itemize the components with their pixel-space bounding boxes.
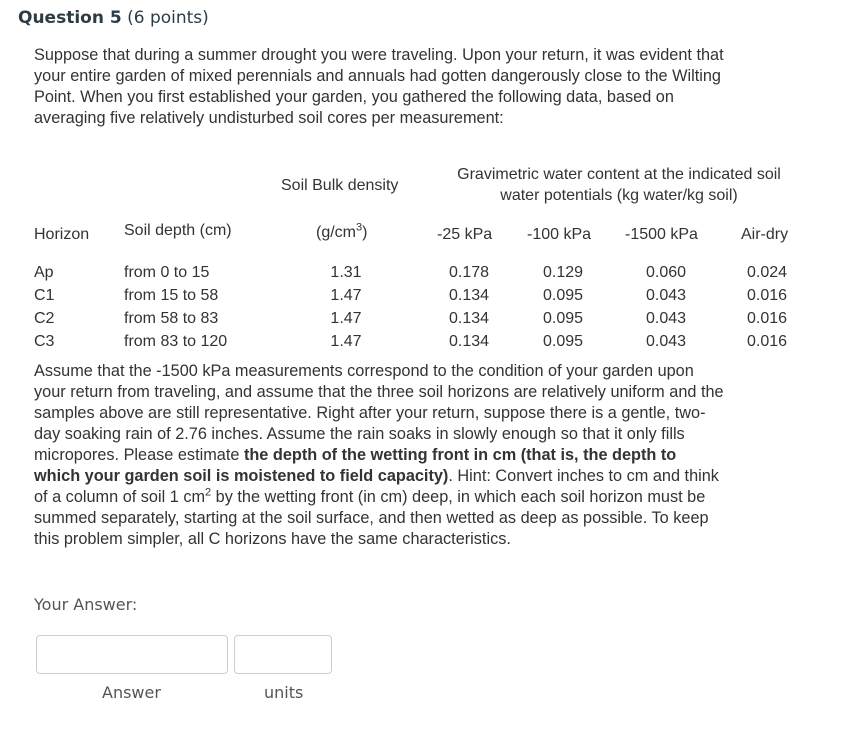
col-1500kpa: -1500 kPa xyxy=(625,226,698,243)
cell-bulk-density: 1.31 xyxy=(330,264,362,281)
cell-depth: from 15 to 58 xyxy=(124,287,219,304)
question-points: (6 points) xyxy=(127,8,209,28)
col-depth: Soil depth (cm) xyxy=(124,222,232,239)
cell-airdry: 0.016 xyxy=(746,333,788,350)
col-airdry: Air-dry xyxy=(741,226,789,243)
question-label: Question 5 xyxy=(18,8,122,28)
cell-1500kpa: 0.043 xyxy=(645,287,687,304)
cell-horizon: C2 xyxy=(34,310,55,327)
cell-horizon: C3 xyxy=(34,333,55,350)
cell-100kpa: 0.095 xyxy=(542,287,584,304)
col-100kpa: -100 kPa xyxy=(527,226,592,243)
gravimetric-header-line2: water potentials (kg water/kg soil) xyxy=(500,187,738,204)
cell-depth: from 58 to 83 xyxy=(124,310,219,327)
cell-1500kpa: 0.060 xyxy=(645,264,687,281)
cell-airdry: 0.016 xyxy=(746,287,788,304)
cell-airdry: 0.024 xyxy=(746,264,788,281)
cell-25kpa: 0.134 xyxy=(448,310,490,327)
gravimetric-header-line1: Gravimetric water content at the indicated soil xyxy=(457,166,781,183)
cell-1500kpa: 0.043 xyxy=(645,333,687,350)
question-intro: Suppose that during a summer drought you were traveling. Upon your return, it was evident that your entire garden of mixed perennials and annuals had gotten dangerously close to the Wilting Point. When you first established your garden, you gathered the following data, based on averaging five relatively undisturbed soil cores per measurement: xyxy=(34,46,724,127)
question-title xyxy=(18,8,209,28)
cell-bulk-density: 1.47 xyxy=(330,287,362,304)
cell-25kpa: 0.134 xyxy=(448,333,490,350)
cell-depth: from 0 to 15 xyxy=(124,264,210,281)
cell-1500kpa: 0.043 xyxy=(645,310,687,327)
question-instructions: Assume that the -1500 kPa measurements correspond to the condition of your garden upon your return from traveling, and assume that the three soil horizons are relatively uniform and the samples above are still representative. Right after your return, suppose there is a gentle, two-day soaking rain of 2.76 inches. Assume the rain soaks in slowly enough so that it only fills micropores. Please estimate the depth of the wetting front in cm (that is, the depth to which your garden soil is moistened to field capacity). Hint: Convert inches to cm and think of a column of soil 1 $cm^2$ by the wetting front (in cm) deep, in which each soil horizon must be summed separately, starting at the soil surface, and then wetted as deep as possible. To keep this problem simpler, all C horizons have the same characteristics. xyxy=(34,362,724,548)
col-25kpa: -25 kPa xyxy=(437,226,493,243)
cell-25kpa: 0.134 xyxy=(448,287,490,304)
bulk-density-header: Soil Bulk density xyxy=(281,177,399,194)
col-horizon: Horizon xyxy=(34,226,90,243)
col-bulk-units: $(g/cm^3)$ xyxy=(316,221,368,241)
units-input[interactable] xyxy=(234,635,332,674)
answer-input[interactable] xyxy=(36,635,228,674)
cell-airdry: 0.016 xyxy=(746,310,788,327)
your-answer-label: Your Answer: xyxy=(34,595,138,614)
cell-100kpa: 0.095 xyxy=(542,333,584,350)
cell-25kpa: 0.178 xyxy=(448,264,490,281)
cell-bulk-density: 1.47 xyxy=(330,333,362,350)
answer-input-label: Answer xyxy=(102,683,161,702)
cell-100kpa: 0.095 xyxy=(542,310,584,327)
cell-depth: from 83 to 120 xyxy=(124,333,228,350)
cell-100kpa: 0.129 xyxy=(542,264,584,281)
cell-horizon: Ap xyxy=(34,264,54,281)
cell-bulk-density: 1.47 xyxy=(330,310,362,327)
units-input-label: units xyxy=(264,683,304,702)
cell-horizon: C1 xyxy=(34,287,55,304)
